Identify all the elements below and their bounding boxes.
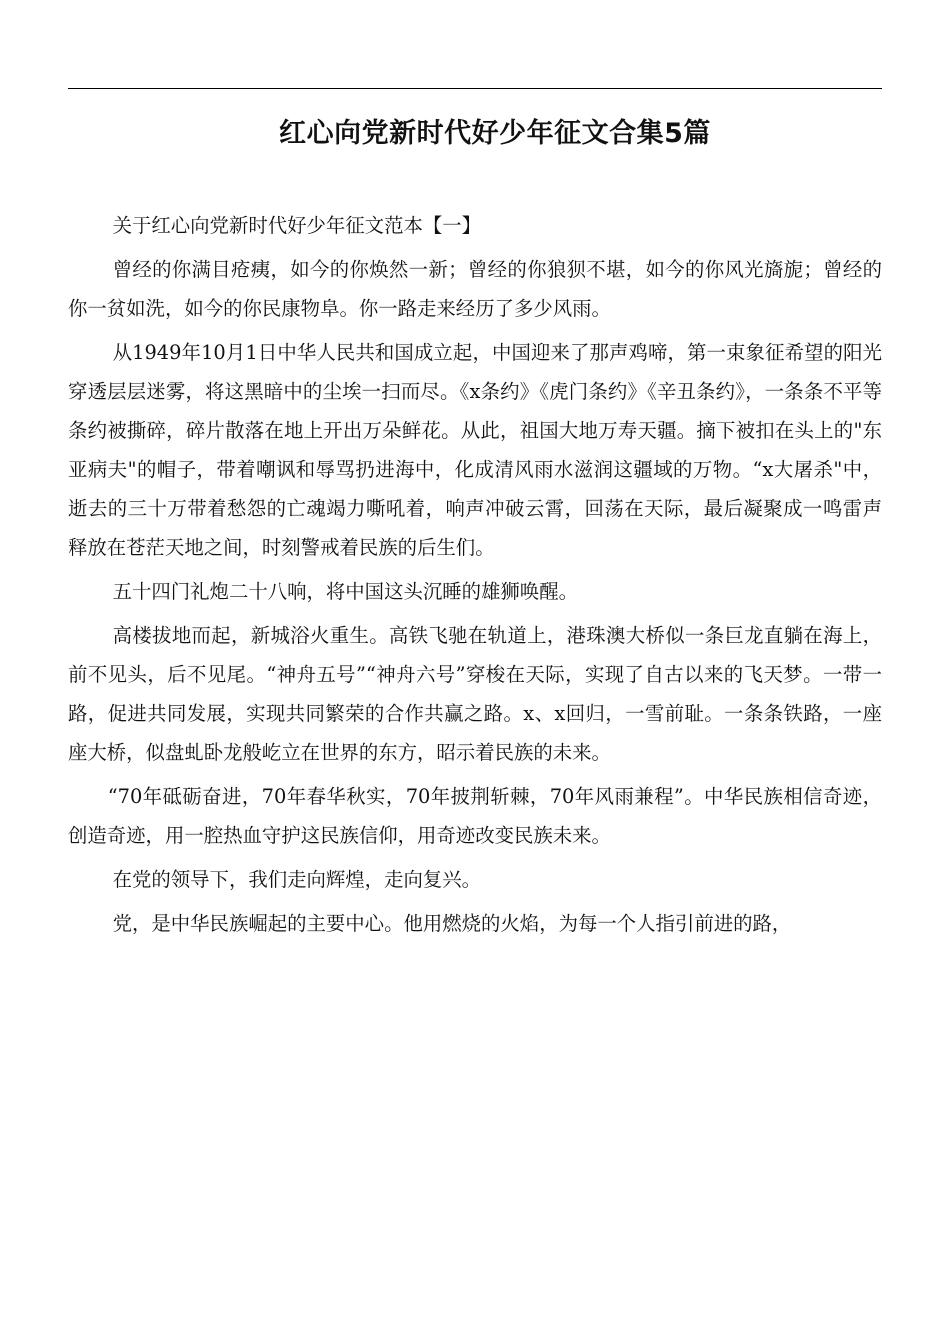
header-rule [68,88,882,89]
document-body [68,206,882,948]
section-heading: 关于红心向党新时代好少年征文范本【一】 [112,214,482,237]
paragraph: 党，是中华民族崛起的主要中心。他用燃烧的火焰，为每一个人指引前进的路， [112,912,792,935]
document-title: 红心向党新时代好少年征文合集5篇 [279,118,711,150]
paragraph: 曾经的你满目疮痍，如今的你焕然一新；曾经的你狼狈不堪，如今的你风光旖旎；曾经的你一贫如洗，如今的你民康物阜。你一路走来经历了多少风雨。 [68,258,882,320]
paragraph: 从1949年10月1日中华人民共和国成立起，中国迎来了那声鸡啼，第一束象征希望的阳光穿透层层迷雾，将这黑暗中的尘埃一扫而尽。《x条约》《虎门条约》《辛丑条约》，一条条不平等条约被撕碎，碎片散落在地上开出万朵鲜花。从此，祖国大地万寿天疆。摘下被扣在头上的"东亚病夫"的帽子，带着嘲讽和辱骂扔进海中，化成清风雨水滋润这疆域的万物。“x大屠杀"中，逝去的三十万带着愁怨的亡魂竭力嘶吼着，响声冲破云霄，回荡在天际，最后凝聚成一鸣雷声释放在苍茫天地之间，时刻警戒着民族的后生们。 [68,341,882,559]
paragraph: 在党的领导下，我们走向辉煌，走向复兴。 [112,868,482,891]
paragraph: 高楼拔地而起，新城浴火重生。高铁飞驰在轨道上，港珠澳大桥似一条巨龙直躺在海上，前不见头，后不见尾。“神舟五号”“神舟六号”穿梭在天际，实现了自古以来的飞天梦。一带一路，促进共同发展，实现共同繁荣的合作共赢之路。x、x回归，一雪前耻。一条条铁路，一座座大桥，似盘虬卧龙般屹立在世界的东方，昭示着民族的未来。 [68,624,882,764]
paragraph: “70年砥砺奋进，70年春华秋实，70年披荆斩棘，70年风雨兼程”。中华民族相信奇迹，创造奇迹，用一腔热血守护这民族信仰，用奇迹改变民族未来。 [68,785,882,847]
paragraph: 五十四门礼炮二十八响，将中国这头沉睡的雄狮唤醒。 [112,580,578,603]
